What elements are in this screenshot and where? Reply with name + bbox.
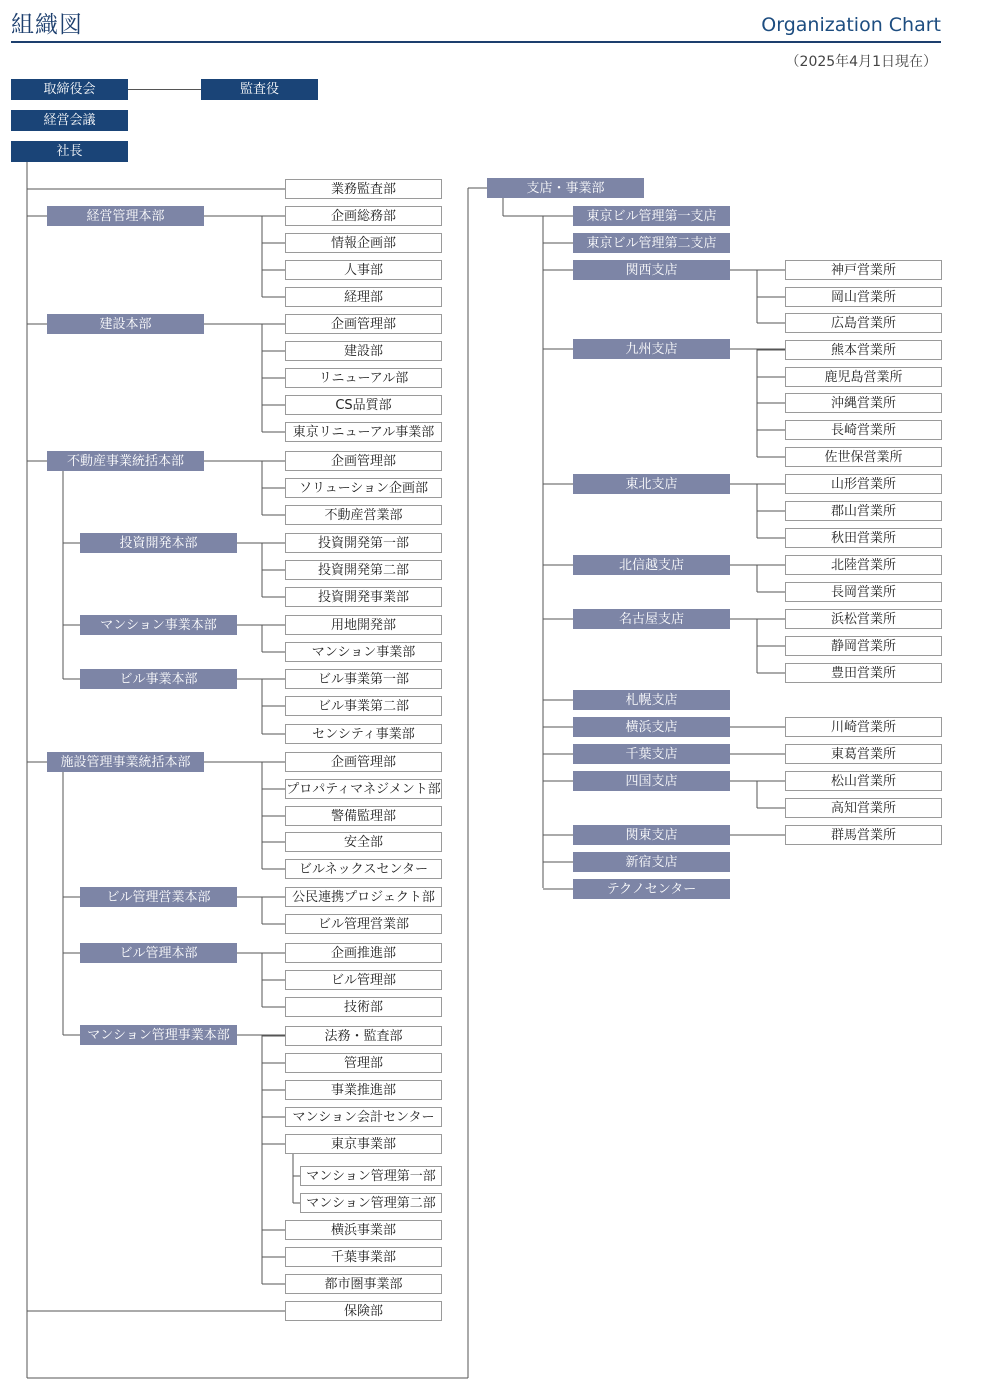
dept-box: 投資開発第一部 bbox=[285, 533, 442, 553]
office-box: 松山営業所 bbox=[785, 771, 942, 791]
dept-box: ビル管理営業部 bbox=[285, 914, 442, 934]
branch-box: 東京ビル管理第一支店 bbox=[573, 206, 730, 226]
president-box: 社長 bbox=[11, 141, 128, 162]
office-box: 川崎営業所 bbox=[785, 717, 942, 737]
hq-branches: 支店・事業部 bbox=[487, 178, 644, 198]
management-council-box: 経営会議 bbox=[11, 110, 128, 131]
dept-box: ビル事業第二部 bbox=[285, 696, 442, 716]
branch-box: 四国支店 bbox=[573, 771, 730, 791]
office-box: 神戸営業所 bbox=[785, 260, 942, 280]
dept-box: 用地開発部 bbox=[285, 615, 442, 635]
dept-box: 公民連携プロジェクト部 bbox=[285, 887, 442, 907]
dept-box: 東京リニューアル事業部 bbox=[285, 422, 442, 442]
office-box: 静岡営業所 bbox=[785, 636, 942, 656]
office-box: 岡山営業所 bbox=[785, 287, 942, 307]
hq-biru: ビル事業本部 bbox=[80, 669, 237, 689]
hq-biru-eigyo: ビル管理営業本部 bbox=[80, 887, 237, 907]
office-box: 沖縄営業所 bbox=[785, 393, 942, 413]
office-box: 浜松営業所 bbox=[785, 609, 942, 629]
office-box: 長崎営業所 bbox=[785, 420, 942, 440]
branch-box: 新宿支店 bbox=[573, 852, 730, 872]
dept-box: ビルネックスセンター bbox=[285, 859, 442, 879]
dept-box: 経理部 bbox=[285, 287, 442, 307]
office-box: 群馬営業所 bbox=[785, 825, 942, 845]
dept-box: 企画管理部 bbox=[285, 752, 442, 772]
dept-box: 不動産営業部 bbox=[285, 505, 442, 525]
dept-box: 企画管理部 bbox=[285, 451, 442, 471]
dept-box: 企画管理部 bbox=[285, 314, 442, 334]
page-title: 組織図 bbox=[11, 12, 83, 38]
audit-dept-box: 業務監査部 bbox=[285, 179, 442, 199]
hq-toushi: 投資開発本部 bbox=[80, 533, 237, 553]
office-box: 熊本営業所 bbox=[785, 340, 942, 360]
office-box: 佐世保営業所 bbox=[785, 447, 942, 467]
hq-fudosan: 不動産事業統括本部 bbox=[47, 451, 204, 471]
branch-box: 関東支店 bbox=[573, 825, 730, 845]
page-title-english: Organization Chart bbox=[761, 14, 941, 36]
dept-box: 法務・監査部 bbox=[285, 1026, 442, 1046]
dept-box: センシティ事業部 bbox=[285, 724, 442, 744]
dept-box: 横浜事業部 bbox=[285, 1220, 442, 1240]
dept-box: ソリューション企画部 bbox=[285, 478, 442, 498]
branch-box: 千葉支店 bbox=[573, 744, 730, 764]
hq-keiei: 経営管理本部 bbox=[47, 206, 204, 226]
branch-box: テクノセンター bbox=[573, 879, 730, 899]
dept-box: 千葉事業部 bbox=[285, 1247, 442, 1267]
dept-box: マンション管理第二部 bbox=[300, 1193, 442, 1213]
dept-box: 警備監理部 bbox=[285, 806, 442, 826]
dept-box: 管理部 bbox=[285, 1053, 442, 1073]
hoken-dept-box: 保険部 bbox=[285, 1301, 442, 1321]
branch-box: 名古屋支店 bbox=[573, 609, 730, 629]
office-box: 鹿児島営業所 bbox=[785, 367, 942, 387]
office-box: 長岡営業所 bbox=[785, 582, 942, 602]
dept-box: 企画総務部 bbox=[285, 206, 442, 226]
office-box: 豊田営業所 bbox=[785, 663, 942, 683]
auditor-box: 監査役 bbox=[201, 79, 318, 100]
branch-box: 北信越支店 bbox=[573, 555, 730, 575]
dept-box: 技術部 bbox=[285, 997, 442, 1017]
office-box: 山形営業所 bbox=[785, 474, 942, 494]
dept-box: プロパティマネジメント部 bbox=[285, 779, 442, 799]
dept-box: 東京事業部 bbox=[285, 1134, 442, 1154]
dept-box: マンション管理第一部 bbox=[300, 1166, 442, 1186]
branch-box: 東京ビル管理第二支店 bbox=[573, 233, 730, 253]
branch-box: 九州支店 bbox=[573, 339, 730, 359]
dept-box: 人事部 bbox=[285, 260, 442, 280]
hq-shisetsu: 施設管理事業統括本部 bbox=[47, 752, 204, 772]
dept-box: ビル管理部 bbox=[285, 970, 442, 990]
branch-box: 東北支店 bbox=[573, 474, 730, 494]
hq-mansion: マンション事業本部 bbox=[80, 615, 237, 635]
office-box: 北陸営業所 bbox=[785, 555, 942, 575]
office-box: 東葛営業所 bbox=[785, 744, 942, 764]
dept-box: リニューアル部 bbox=[285, 368, 442, 388]
dept-box: ビル事業第一部 bbox=[285, 669, 442, 689]
hq-kensetsu: 建設本部 bbox=[47, 314, 204, 334]
hq-mansion-kanri: マンション管理事業本部 bbox=[80, 1025, 237, 1045]
office-box: 高知営業所 bbox=[785, 798, 942, 818]
branch-box: 横浜支店 bbox=[573, 717, 730, 737]
dept-box: 情報企画部 bbox=[285, 233, 442, 253]
office-box: 広島営業所 bbox=[785, 313, 942, 333]
dept-box: 事業推進部 bbox=[285, 1080, 442, 1100]
dept-box: 投資開発事業部 bbox=[285, 587, 442, 607]
as-of-date: （2025年4月1日現在） bbox=[785, 54, 937, 70]
dept-box: 投資開発第二部 bbox=[285, 560, 442, 580]
dept-box: マンション事業部 bbox=[285, 642, 442, 662]
dept-box: 安全部 bbox=[285, 832, 442, 852]
dept-box: マンション会計センター bbox=[285, 1107, 442, 1127]
title-rule bbox=[11, 41, 941, 43]
dept-box: CS品質部 bbox=[285, 395, 442, 415]
hq-biru-kanri: ビル管理本部 bbox=[80, 943, 237, 963]
branch-box: 関西支店 bbox=[573, 260, 730, 280]
dept-box: 建設部 bbox=[285, 341, 442, 361]
dept-box: 都市圏事業部 bbox=[285, 1274, 442, 1294]
board-box: 取締役会 bbox=[11, 79, 128, 100]
office-box: 秋田営業所 bbox=[785, 528, 942, 548]
branch-box: 札幌支店 bbox=[573, 690, 730, 710]
dept-box: 企画推進部 bbox=[285, 943, 442, 963]
office-box: 郡山営業所 bbox=[785, 501, 942, 521]
